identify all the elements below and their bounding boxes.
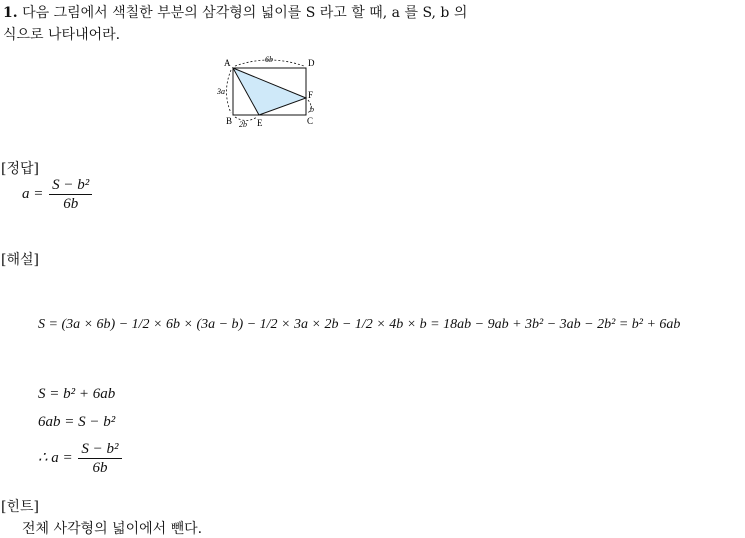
label-b: B	[226, 116, 233, 126]
answer-fraction	[49, 176, 92, 213]
answer-label: [정답]	[1, 161, 39, 177]
label-f: F	[308, 90, 314, 100]
label-e: E	[257, 118, 263, 128]
dim-arc-left	[227, 70, 232, 113]
answer-numerator: S − b²	[49, 176, 92, 195]
label-d: D	[308, 58, 315, 68]
eq4-lhs: ∴ a =	[38, 449, 73, 466]
explanation-eq-4	[38, 440, 124, 477]
explanation-label: [해설]	[1, 252, 39, 268]
problem-text-1: 다음 그림에서 색칠한 부분의 삼각형의 넓이를 S 라고 할 때, a 를 S, b 의	[22, 5, 468, 21]
dim-right: b	[310, 105, 314, 114]
hint-text: 전체 사각형의 넓이에서 뺀다.	[22, 521, 203, 537]
explanation-eq-3: 6ab = S − b²	[38, 414, 116, 430]
problem-line-2: 식으로 나타내어라.	[3, 27, 121, 43]
answer-equation	[22, 176, 94, 213]
eq4-fraction	[78, 440, 121, 477]
hint-label: [힌트]	[1, 499, 39, 515]
shaded-triangle	[233, 68, 306, 115]
rectangle-figure	[214, 52, 324, 132]
dim-top: 6b	[265, 55, 273, 64]
eq4-denominator: 6b	[92, 460, 108, 476]
label-a: A	[224, 58, 231, 68]
problem-number: 1.	[3, 5, 18, 21]
explanation-eq-2: S = b² + 6ab	[38, 386, 116, 402]
eq4-numerator: S − b²	[78, 440, 121, 459]
answer-denominator: 6b	[63, 196, 79, 212]
dim-left: 3a	[217, 87, 225, 96]
answer-lhs: a =	[22, 185, 44, 202]
dim-bottom: 2b	[239, 120, 247, 129]
problem-line-1	[3, 2, 467, 22]
explanation-eq-1: S = (3a × 6b) − 1/2 × 6b × (3a − b) − 1/2 × 3a × 2b − 1/2 × 4b × b = 18ab − 9ab + 3b² − 3ab − 2b² = b² + 6ab	[38, 317, 681, 332]
label-c: C	[307, 116, 314, 126]
